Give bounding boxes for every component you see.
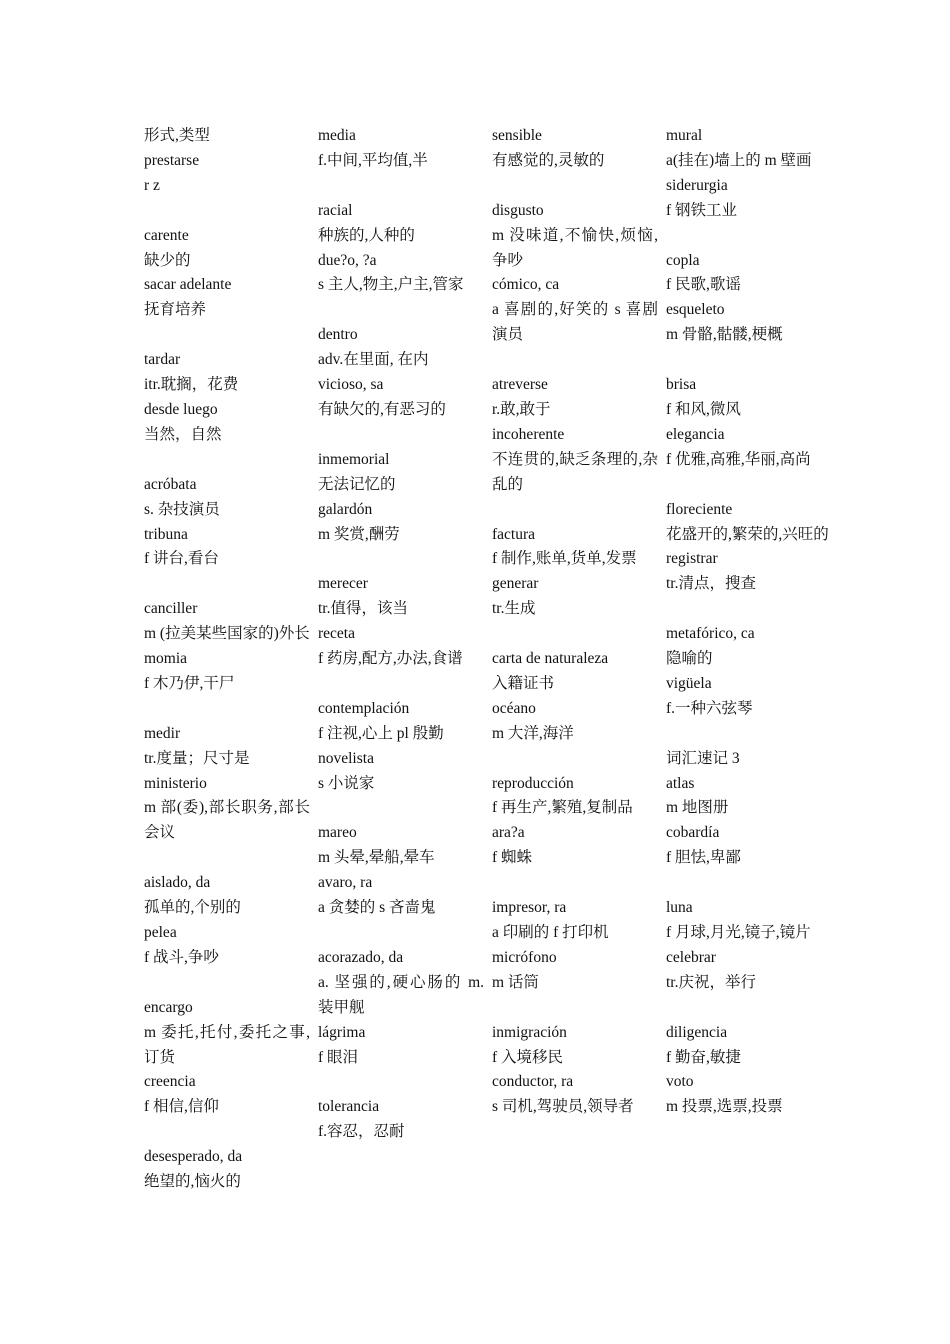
vocab-line: registrar [666,550,718,568]
vocab-line: 孤单的,个别的 [144,899,241,917]
vocab-line: sacar adelante [144,276,232,294]
vocab-line: contemplación [318,699,410,717]
blank-line [666,996,832,1021]
blank-line [318,921,484,946]
vocab-line: aislado, da [144,874,211,892]
vocab-line: a 喜剧的,好笑的 s 喜剧演员 [492,301,658,344]
vocab-line: atlas [666,774,695,792]
vocab-line: f 讲台,看台 [144,550,219,568]
vocab-line: 缺少的 [144,251,191,269]
vocab-line: cobardía [666,824,720,842]
vocab-line: tr.度量；尺寸是 [144,749,250,767]
vocab-line: m 奖赏,酬劳 [318,525,400,543]
vocab-line: 隐喻的 [666,650,713,668]
blank-line [666,871,832,896]
vocab-line: m 骨骼,骷髅,梗概 [666,326,783,344]
vocab-line: 有感觉的,灵敏的 [492,151,605,169]
vocab-line: 形式,类型 [144,127,210,144]
blank-line [492,498,658,523]
vocab-line: tr.值得，该当 [318,600,408,618]
vocab-line: m 大洋,海洋 [492,724,574,742]
blank-line [492,174,658,199]
vocab-line: creencia [144,1073,196,1091]
vocab-line: sensible [492,127,542,144]
vocab-line: f 相信,信仰 [144,1098,219,1116]
blank-line [144,448,310,473]
blank-line [144,572,310,597]
blank-line [318,1070,484,1095]
vocab-line: avaro, ra [318,874,373,892]
vocab-line: m 投票,选票,投票 [666,1098,783,1116]
vocab-line: f 民歌,歌谣 [666,276,741,294]
blank-line [144,971,310,996]
vocab-line: tr.庆祝，举行 [666,973,756,991]
vocab-line: 无法记忆的 [318,475,396,493]
vocab-line: f 制作,账单,货单,发票 [492,550,637,568]
vocab-line: inmemorial [318,450,390,468]
vocab-line: factura [492,525,536,543]
vocab-line: f 战斗,争吵 [144,948,219,966]
vocab-line: f.中间,平均值,半 [318,151,428,169]
vocab-line: itr.耽搁，花费 [144,376,239,394]
vocab-line: atreverse [492,376,548,394]
vocab-line: a. 坚强的,硬心肠的 m. 装甲舰 [318,973,484,1016]
vocab-line: 有缺欠的,有恶习的 [318,400,446,418]
vocab-line: mareo [318,824,357,842]
vocab-line: floreciente [666,500,733,518]
vocab-line: micrófono [492,948,557,966]
vocab-line: 花盛开的,繁荣的,兴旺的 [666,525,829,543]
vocab-line: medir [144,724,181,742]
vocabulary-column-4 [666,124,832,1120]
vocab-line: acróbata [144,475,197,493]
vocab-line: 入籍证书 [492,674,555,692]
vocabulary-column-2 [318,124,484,1145]
vocab-line: pelea [144,924,177,941]
vocab-line: media [318,127,356,144]
vocab-line: f 再生产,繁殖,复制品 [492,799,633,817]
blank-line [666,224,832,249]
vocab-line: f 胆怯,卑鄙 [666,849,741,867]
vocab-line: océano [492,699,536,717]
blank-line [144,697,310,722]
vocab-line: m 话筒 [492,973,539,991]
vocab-line: f 勤奋,敏捷 [666,1048,741,1066]
vocab-line: prestarse [144,151,200,169]
vocab-line: r z [144,176,160,194]
vocab-line: f 眼泪 [318,1048,359,1066]
vocab-line: inmigración [492,1023,567,1041]
vocab-line: f 药房,配方,办法,食谱 [318,650,463,668]
vocab-line: f 钢铁工业 [666,201,738,219]
vocab-line: carta de naturaleza [492,650,609,668]
vocab-line: vicioso, sa [318,376,384,394]
vocab-line: a 印刷的 f 打印机 [492,924,609,941]
blank-line [492,622,658,647]
vocab-line: brisa [666,376,697,394]
vocab-line: momia [144,650,188,668]
vocab-line: tr.生成 [492,600,536,618]
blank-line [492,348,658,373]
vocab-line: m (拉美某些国家的)外长 [144,625,310,643]
vocab-line: s 小说家 [318,774,375,792]
vocab-line: 当然，自然 [144,425,222,443]
blank-line [318,174,484,199]
blank-line [318,672,484,697]
vocab-line: f 注视,心上 pl 殷勤 [318,724,444,742]
blank-line [144,846,310,871]
vocab-line: m 部(委),部长职务,部长会议 [144,799,310,842]
vocab-line: cómico, ca [492,276,560,294]
vocab-line: voto [666,1073,694,1091]
vocab-line: s. 杂技演员 [144,500,220,518]
vocab-line: disgusto [492,201,544,219]
vocab-line: m 委托,托付,委托之事,订货 [144,1023,310,1066]
vocab-line: f 木乃伊,干尸 [144,674,235,692]
blank-line [666,348,832,373]
vocab-line: desde luego [144,400,218,418]
vocab-line: s 主人,物主,户主,管家 [318,276,464,294]
vocab-line: metafórico, ca [666,625,755,643]
vocab-line: generar [492,575,539,593]
vocab-line: desesperado, da [144,1148,243,1166]
vocab-line: f 月球,月光,镜子,镜片 [666,924,811,941]
vocabulary-column-1 [144,124,310,1195]
vocab-line: 抚育培养 [144,301,207,319]
blank-line [666,597,832,622]
vocab-line: canciller [144,600,198,618]
vocab-line: r.敢,敢于 [492,400,551,418]
vocab-line: tardar [144,351,181,369]
blank-line [144,199,310,224]
vocab-line: adv.在里面, 在内 [318,351,429,369]
vocab-line: vigüela [666,674,712,692]
vocab-line: receta [318,625,355,643]
vocab-line: esqueleto [666,301,725,319]
vocab-line: tolerancia [318,1098,380,1116]
vocab-line: due?o, ?a [318,251,377,269]
vocab-line: celebrar [666,948,716,966]
vocab-line: dentro [318,326,358,344]
vocab-line: galardón [318,500,373,518]
vocab-line: m 头晕,晕船,晕车 [318,849,435,867]
vocab-line: impresor, ra [492,899,567,917]
vocab-line: 绝望的,恼火的 [144,1173,241,1191]
blank-line [666,722,832,747]
blank-line [666,473,832,498]
blank-line [492,747,658,772]
vocab-line: incoherente [492,425,565,443]
vocab-line: reproducción [492,774,574,792]
vocab-line: m 没味道,不愉快,烦恼,争吵 [492,226,658,269]
vocabulary-column-3 [492,124,658,1120]
vocab-line: s 司机,驾驶员,领导者 [492,1098,634,1116]
vocab-line: merecer [318,575,368,593]
vocab-line: encargo [144,998,193,1016]
blank-line [144,1120,310,1145]
vocab-line: f 蜘蛛 [492,849,533,867]
vocab-line: 种族的,人种的 [318,226,415,244]
vocab-line: acorazado, da [318,948,404,966]
blank-line [318,298,484,323]
vocab-line: diligencia [666,1023,728,1041]
vocab-line: f.一种六弦琴 [666,699,753,717]
blank-line [318,547,484,572]
blank-line [318,423,484,448]
vocab-line: f 和风,微风 [666,400,741,418]
vocab-line: 不连贯的,缺乏条理的,杂乱的 [492,450,658,493]
vocab-line: f 优雅,高雅,华丽,高尚 [666,450,811,468]
vocab-line: f.容忍，忍耐 [318,1123,405,1141]
vocab-line: ministerio [144,774,207,792]
vocab-line: tribuna [144,525,188,543]
vocab-line: a 贪婪的 s 吝啬鬼 [318,899,436,917]
vocab-line: lágrima [318,1023,366,1041]
vocab-line: m 地图册 [666,799,729,817]
blank-line [144,323,310,348]
vocab-line: siderurgia [666,176,728,194]
vocab-line: carente [144,226,189,244]
vocab-line: luna [666,899,693,917]
vocab-line: novelista [318,749,374,767]
vocab-line: conductor, ra [492,1073,574,1091]
vocab-line: racial [318,201,353,219]
vocab-line: mural [666,127,703,144]
vocab-line: tr.清点，搜查 [666,575,756,593]
vocab-line: copla [666,251,700,269]
blank-line [492,996,658,1021]
vocab-line: ara?a [492,824,525,842]
vocab-line: a(挂在)墙上的 m 壁画 [666,151,812,169]
blank-line [492,871,658,896]
blank-line [318,796,484,821]
vocab-line: 词汇速记 3 [666,749,740,767]
vocab-line: elegancia [666,425,725,443]
vocab-line: f 入境移民 [492,1048,564,1066]
